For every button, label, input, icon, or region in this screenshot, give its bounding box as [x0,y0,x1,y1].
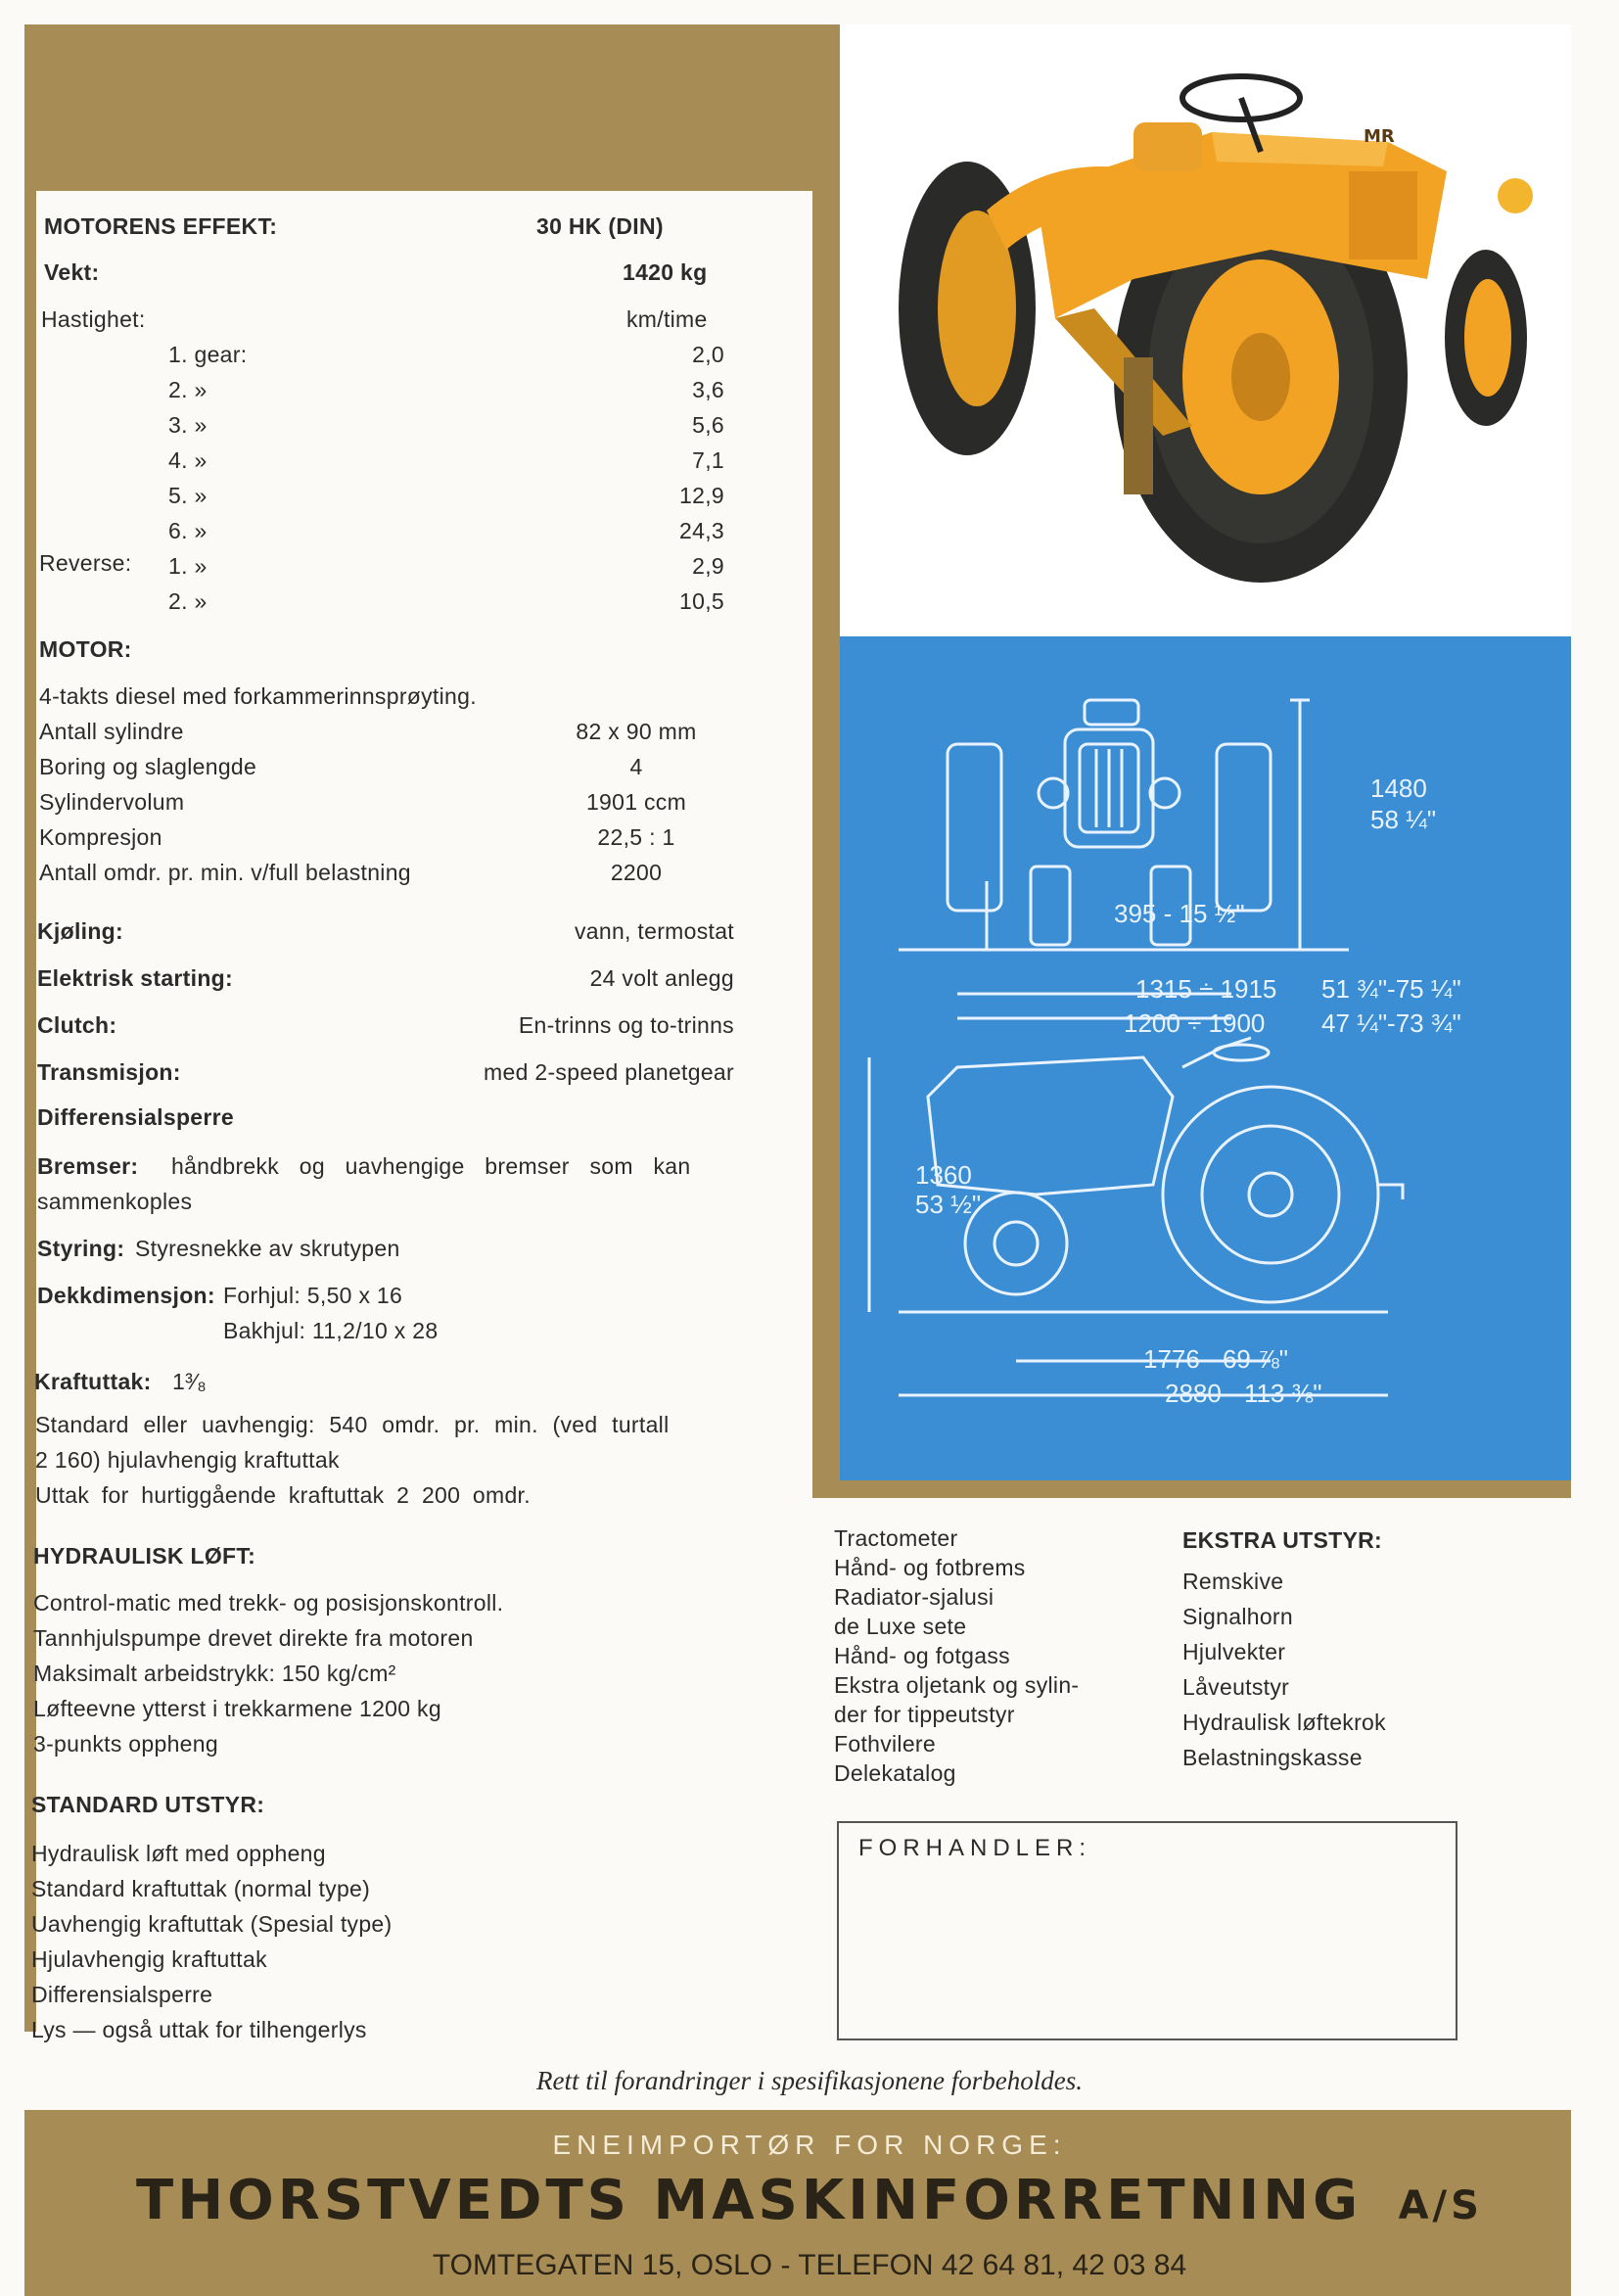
reverse-label: Reverse: [39,550,132,576]
equipment-item: Ekstra oljetank og sylin- [834,1672,1080,1698]
gear-4: 4. » [168,447,208,473]
pto-line: Uttak for hurtiggående kraftuttak 2 200 omdr. [35,1482,531,1508]
motor-effect-label: MOTORENS EFFEKT: [44,213,278,239]
pto-label: Kraftuttak: [34,1369,152,1394]
standard-item: Differensialsperre [31,1982,213,2007]
reverse-gear-1: 1. » [168,553,208,579]
motor-row-label: Antall sylindre [39,719,184,744]
importer-label: ENEIMPORTØR FOR NORGE: [552,2130,1067,2160]
gear-2: 2. » [168,377,208,402]
brakes-line1: håndbrekk og uavhengige bremser som kan [171,1153,691,1179]
equipment-item: Radiator-sjalusi [834,1584,995,1610]
hydraulic-heading: HYDRAULISK LØFT: [33,1543,256,1569]
motor-row-value: 1901 ccm [585,789,687,815]
steering-value: Styresnekke av skrutypen [135,1236,400,1261]
equipment-item: Hånd- og fotbrems [834,1555,1026,1580]
electric-start-label: Elektrisk starting: [37,965,233,991]
equipment-item: Delekatalog [834,1760,956,1786]
equipment-item: de Luxe sete [834,1614,967,1639]
speed-5: 12,9 [679,483,724,508]
hydraulic-line: Løfteevne ytterst i trekkarmene 1200 kg [33,1696,441,1721]
pto-value: 1³⁄₈ [172,1369,208,1394]
motor-description: 4-takts diesel med forkammerinnsprøyting. [39,683,477,709]
front-height-in: 58 ¼" [1370,805,1437,834]
front-height-mm: 1480 [1370,773,1427,803]
clutch-label: Clutch: [37,1012,117,1038]
extra-item: Signalhorn [1182,1604,1293,1629]
equipment-item: Hånd- og fotgass [834,1643,1010,1668]
tractor-photo [840,24,1571,636]
standard-item: Uavhengig kraftuttak (Spesial type) [31,1911,393,1937]
motor-row-label: Kompresjon [39,824,162,850]
weight-label: Vekt: [44,259,100,285]
speed-label: Hastighet: [41,306,146,332]
equipment-item: Fothvilere [834,1731,936,1757]
motor-row-label: Antall omdr. pr. min. v/full belastning [39,860,411,885]
side-height-mm: 1360 [915,1160,972,1190]
extra-item: Hydraulisk løftekrok [1182,1710,1386,1735]
extra-item: Belastningskasse [1182,1745,1363,1770]
motor-effect-value: 30 HK (DIN) [536,213,664,239]
side-height-in: 53 ½" [915,1190,982,1219]
motor-row-value: 82 x 90 mm [576,719,697,744]
speed-reverse-2: 10,5 [679,588,724,614]
speed-3: 5,6 [692,412,724,438]
top-olive-band [24,24,847,191]
pto-line: 2 160) hjulavhengig kraftuttak [35,1447,340,1473]
hydraulic-line: 3-punkts oppheng [33,1731,218,1757]
speed-unit: km/time [626,306,708,332]
motor-row-value: 4 [629,754,643,779]
brakes-line2: sammenkoples [37,1189,193,1214]
hydraulic-line: Maksimalt arbeidstrykk: 150 kg/cm² [33,1661,396,1686]
standard-equipment-heading: STANDARD UTSTYR: [31,1792,265,1817]
transmission-label: Transmisjon: [37,1059,181,1085]
company-name-text: THORSTVEDTS MASKINFORRETNING [136,2169,1363,2232]
motor-row-value: 2200 [610,860,663,885]
gear-3: 3. » [168,412,208,438]
company-name [0,2169,1619,2232]
cooling-label: Kjøling: [37,918,123,944]
equipment-item: Tractometer [834,1525,958,1551]
weight-value: 1420 kg [623,259,708,285]
motor-heading: MOTOR: [39,636,132,662]
company-suffix: A/S [1398,2183,1483,2228]
clutch-value: En-trinns og to-trinns [518,1012,734,1038]
track-width-1-in: 51 ¾"-75 ¼" [1321,974,1461,1004]
track-width-1: 1315 ÷ 1915 [1135,974,1277,1004]
motor-row-label: Sylindervolum [39,789,185,815]
standard-item: Hydraulisk løft med oppheng [31,1841,326,1866]
tires-label: Dekkdimensjon: [37,1283,215,1308]
extra-equipment-heading: EKSTRA UTSTYR: [1182,1527,1382,1553]
motor-row-value: 22,5 : 1 [597,824,675,850]
hydraulic-line: Tannhjulspumpe drevet direkte fra motoren [33,1625,474,1651]
dealer-box [837,1821,1457,2040]
gear-5: 5. » [168,483,208,508]
standard-item: Lys — også uttak for tilhengerlys [31,2017,367,2042]
diff-lock-label: Differensialsperre [37,1104,234,1130]
transmission-value: med 2-speed planetgear [484,1059,734,1085]
ground-clearance: 395 - 15 ½" [1114,899,1245,928]
tractor-badge: MR [1364,126,1395,147]
company-address: TOMTEGATEN 15, OSLO - TELEFON 42 64 81, 42 03 84 [432,2249,1187,2281]
equipment-item: der for tippeutstyr [834,1702,1015,1727]
tractor-photo-panel [840,24,1571,636]
speed-4: 7,1 [692,447,724,473]
tires-rear: Bakhjul: 11,2/10 x 28 [223,1318,439,1343]
steering-label: Styring: [37,1236,125,1261]
speed-1: 2,0 [692,342,724,367]
gear-6: 6. » [168,518,208,543]
motor-row-label: Boring og slaglengde [39,754,257,779]
disclaimer: Rett til forandringer i spesifikasjonene forbeholdes. [536,2066,1083,2095]
extra-item: Remskive [1182,1569,1284,1594]
speed-6: 24,3 [679,518,724,543]
speed-reverse-1: 2,9 [692,553,724,579]
speed-2: 3,6 [692,377,724,402]
overall-length: 2880 - 113 ⅜" [1165,1379,1322,1408]
track-width-2: 1200 ÷ 1900 [1124,1008,1266,1038]
extra-item: Hjulvekter [1182,1639,1286,1664]
electric-start-value: 24 volt anlegg [589,965,734,991]
dealer-label: FORHANDLER: [858,1835,1092,1861]
gear-1: 1. gear: [168,342,248,367]
hydraulic-line: Control-matic med trekk- og posisjonskontroll. [33,1590,504,1616]
standard-item: Hjulavhengig kraftuttak [31,1946,267,1972]
wheelbase: 1776 - 69 ⅞" [1143,1344,1289,1374]
extra-item: Låveutstyr [1182,1674,1290,1700]
reverse-gear-2: 2. » [168,588,208,614]
cooling-value: vann, termostat [574,918,734,944]
track-width-2-in: 47 ¼"-73 ¾" [1321,1008,1461,1038]
brakes-label: Bremser: [37,1153,139,1179]
standard-item: Standard kraftuttak (normal type) [31,1876,371,1901]
tires-front: Forhjul: 5,50 x 16 [223,1283,403,1308]
pto-line: Standard eller uavhengig: 540 omdr. pr. min. (ved turtall [35,1412,670,1437]
